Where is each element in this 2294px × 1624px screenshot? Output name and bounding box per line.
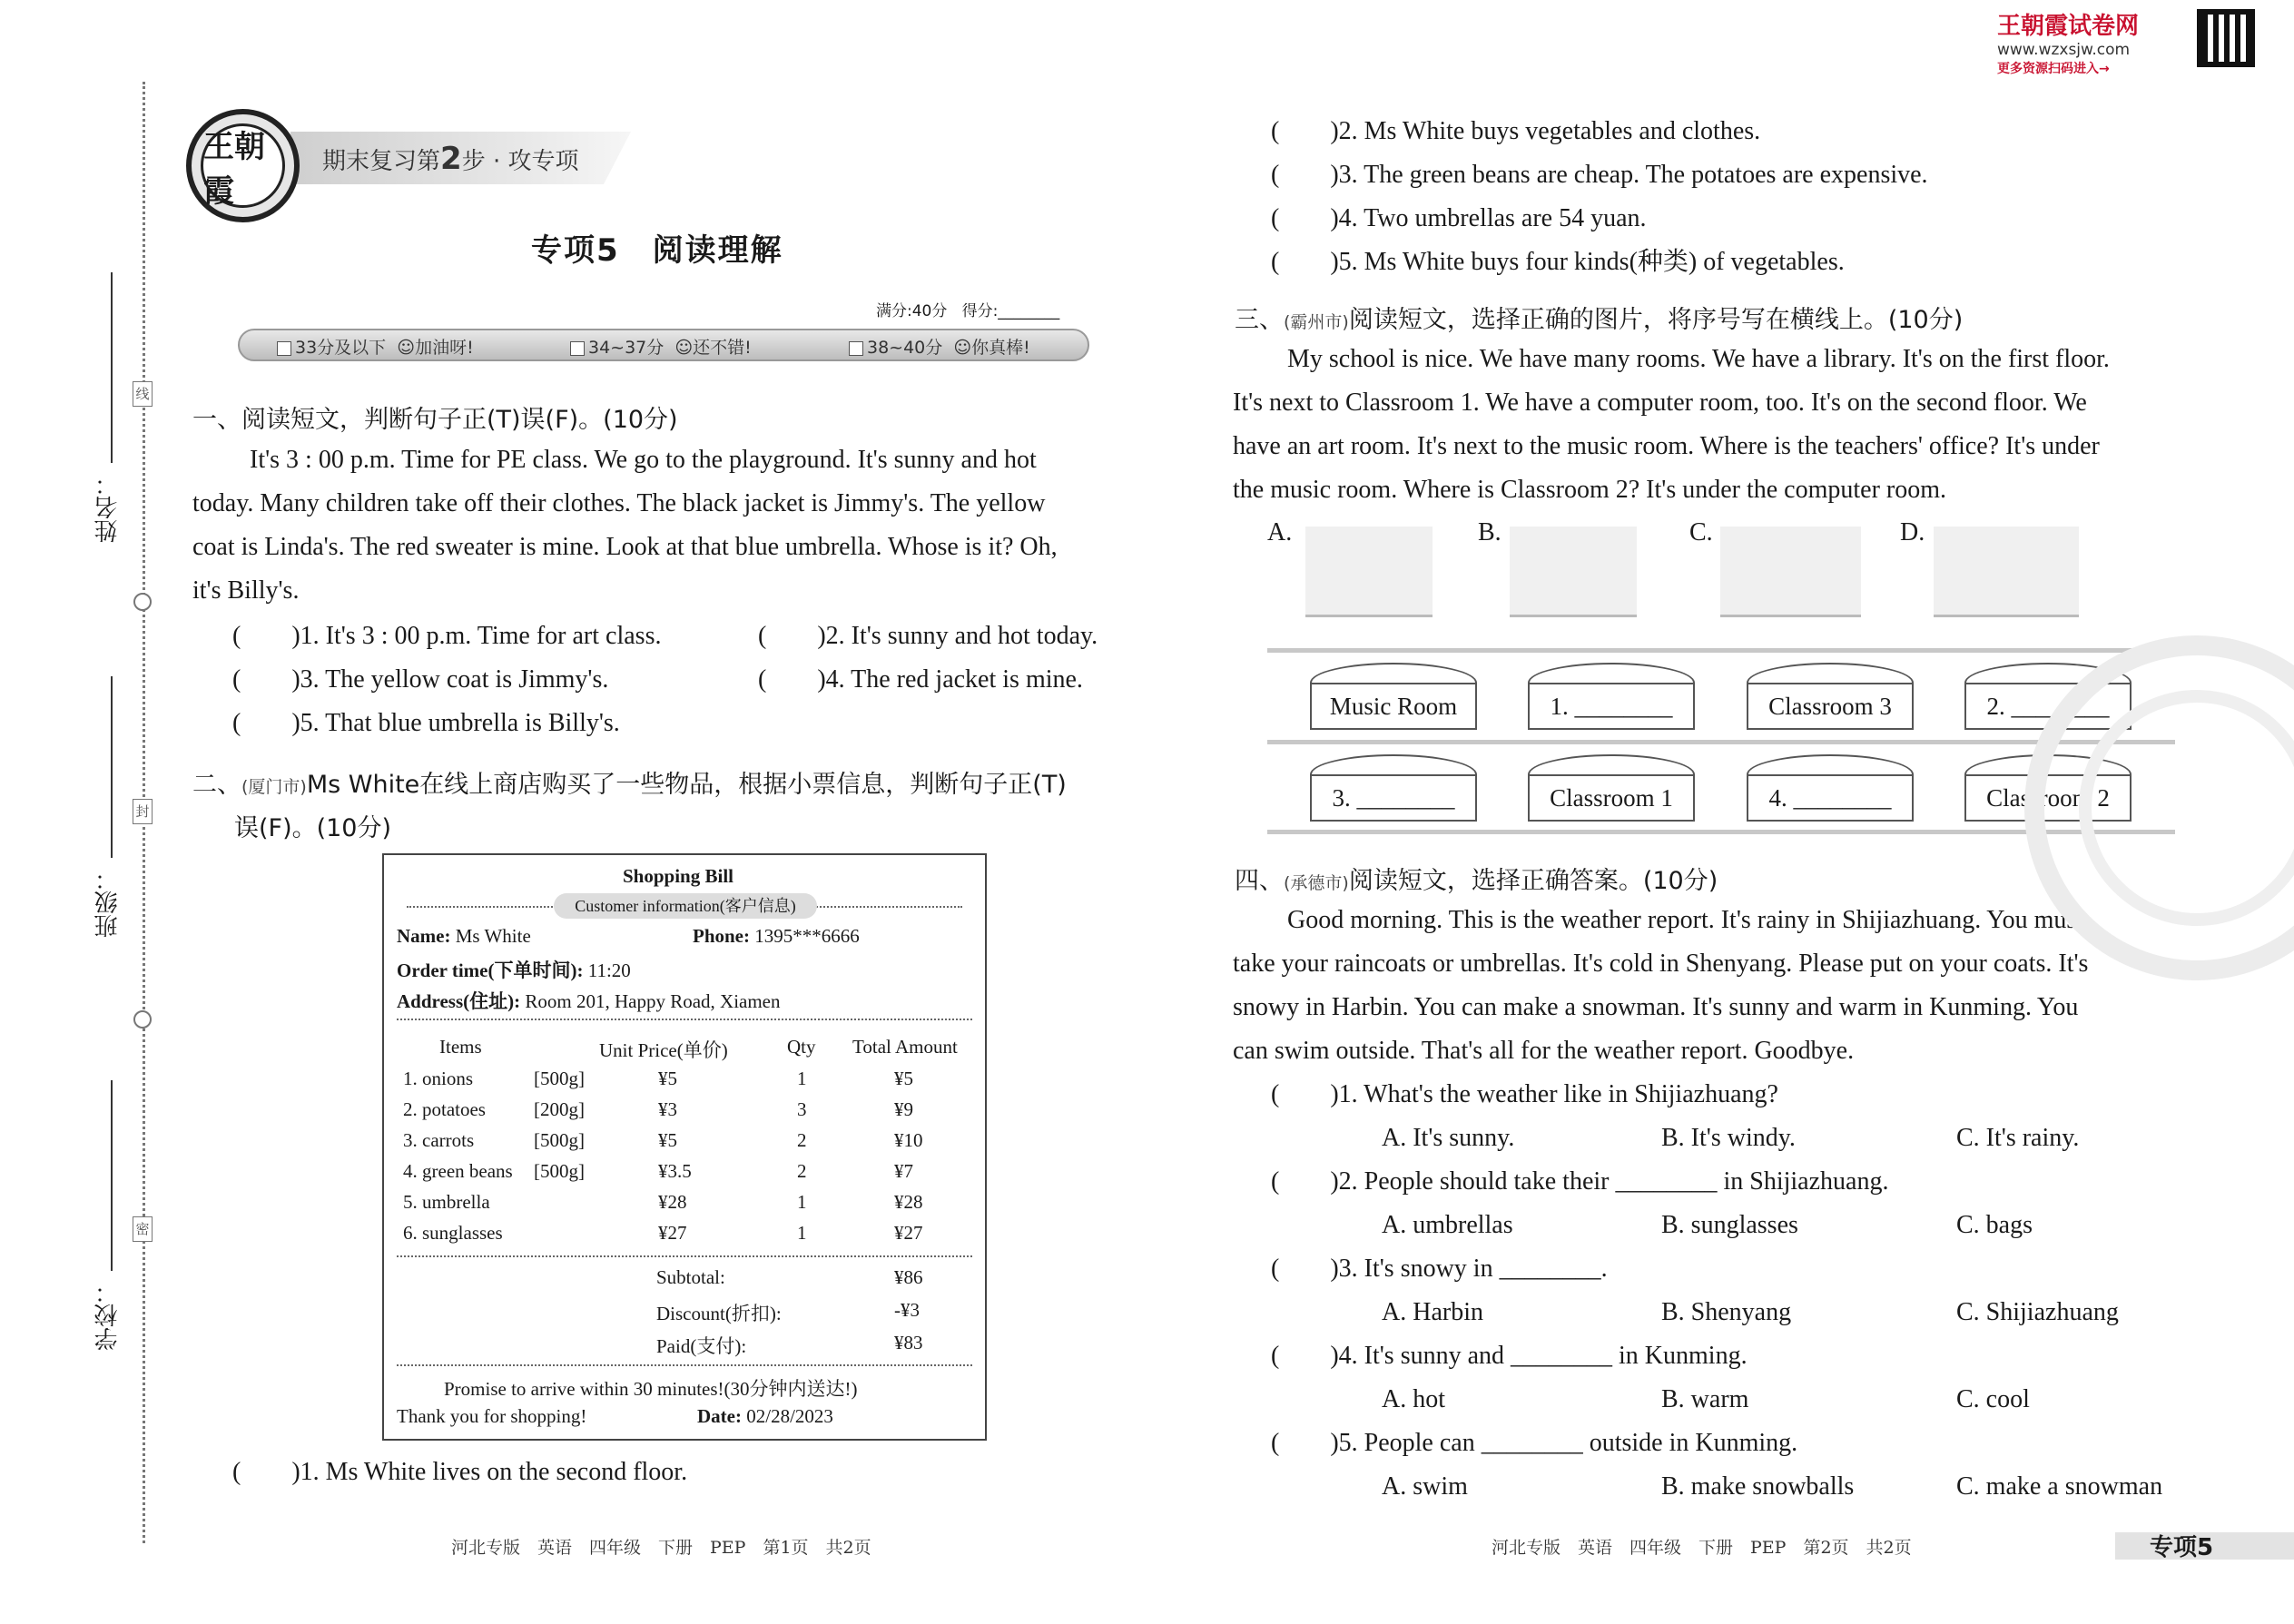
divider xyxy=(397,1019,972,1020)
school-field-line[interactable] xyxy=(111,1080,113,1271)
answer-option-c[interactable]: C. It's rainy. xyxy=(1956,1124,2080,1152)
bill-address: Address(住址): Room 201, Happy Road, Xiamen xyxy=(397,990,781,1012)
bill-cell-price: ¥3.5 xyxy=(658,1160,692,1182)
s2-question-5[interactable]: ( )5. Ms White buys four kinds(种类) of vegetables. xyxy=(1271,248,1845,276)
answer-option-c[interactable]: C. cool xyxy=(1956,1385,2030,1413)
floor-line xyxy=(1267,648,2175,653)
bill-discount-label: Discount(折扣): xyxy=(656,1303,782,1324)
section4-passage-line: take your raincoats or umbrellas. It's cold in Shenyang. Please put on your coats. It's xyxy=(1233,950,2089,978)
s2-question-2[interactable]: ( )2. Ms White buys vegetables and clothes. xyxy=(1271,117,1761,145)
bill-cell-item: 4. green beans xyxy=(403,1160,513,1182)
bill-col-total: Total Amount xyxy=(852,1036,958,1058)
bill-cell-total: ¥5 xyxy=(894,1068,913,1089)
site-url[interactable]: www.wzxsjw.com xyxy=(1997,41,2131,59)
bill-cell-item: 6. sunglasses xyxy=(403,1222,503,1244)
answer-option-a[interactable]: A. It's sunny. xyxy=(1382,1124,1515,1152)
score-level-1[interactable]: 33分及以下 ☺加油呀! xyxy=(277,334,474,359)
answer-option-b[interactable]: B. make snowballs xyxy=(1661,1472,1855,1501)
bill-cell-item: 1. onions xyxy=(403,1068,474,1089)
site-name: 王朝霞试卷网 xyxy=(1997,13,2140,40)
bill-cell-price: ¥27 xyxy=(658,1222,687,1244)
s2-question-4[interactable]: ( )4. Two umbrellas are 54 yuan. xyxy=(1271,204,1647,232)
site-hint: 更多资源扫码进入→ xyxy=(1997,62,2110,76)
answer-option-c[interactable]: C. Shijiazhuang xyxy=(1956,1298,2119,1326)
option-c-label: C. xyxy=(1689,518,1713,546)
answer-option-a[interactable]: A. Harbin xyxy=(1382,1298,1483,1326)
bill-thanks: Thank you for shopping! xyxy=(397,1405,587,1427)
section4-heading: 四、(承德市)阅读短文，选择正确答案。(10分) xyxy=(1235,867,1718,895)
bill-date: Date: 02/28/2023 xyxy=(697,1405,833,1427)
score-level-3[interactable]: 38~40分 ☺你真棒! xyxy=(849,334,1030,359)
room-roof xyxy=(1528,663,1695,683)
checkbox[interactable] xyxy=(849,341,863,356)
section1-passage-line: today. Many children take off their clothes. The black jacket is Jimmy's. The yellow xyxy=(192,489,1046,517)
section3-passage-line: My school is nice. We have many rooms. We have a library. It's on the first floor. xyxy=(1287,345,2110,373)
binding-mark-secret: 密 xyxy=(133,1216,153,1242)
s1-question-1[interactable]: ( )1. It's 3 : 00 p.m. Time for art class. xyxy=(232,622,662,650)
section1-passage-line: coat is Linda's. The red sweater is mine. Look at that blue umbrella. Whose is it? Oh, xyxy=(192,533,1058,561)
section3-passage-line: the music room. Where is Classroom 2? It's under the computer room. xyxy=(1233,476,1947,504)
bill-order-time: Order time(下单时间): 11:20 xyxy=(397,960,631,981)
step-banner-text: 期末复习第2步 · 攻专项 xyxy=(322,141,579,177)
room-box: Classroom 1 xyxy=(1528,774,1695,822)
s1-question-2[interactable]: ( )2. It's sunny and hot today. xyxy=(758,622,1098,650)
bill-cell-total: ¥10 xyxy=(894,1129,923,1151)
section3-passage-line: It's next to Classroom 1. We have a computer room, too. It's on the second floor. We xyxy=(1233,389,2087,417)
s1-question-5[interactable]: ( )5. That blue umbrella is Billy's. xyxy=(232,709,620,737)
answer-option-c[interactable]: C. make a snowman xyxy=(1956,1472,2163,1501)
bill-cell-price: ¥28 xyxy=(658,1191,687,1213)
room-box[interactable]: 3. ________ xyxy=(1310,774,1477,822)
section1-heading: 一、阅读短文，判断句子正(T)误(F)。(10分) xyxy=(192,406,678,434)
bill-cell-qty: 2 xyxy=(797,1160,807,1182)
bill-title: Shopping Bill xyxy=(623,865,733,887)
answer-option-b[interactable]: B. It's windy. xyxy=(1661,1124,1796,1152)
bill-cell-total: ¥7 xyxy=(894,1160,913,1182)
score-level-2[interactable]: 34~37分 ☺还不错! xyxy=(570,334,752,359)
section1-passage-line: it's Billy's. xyxy=(192,576,300,605)
s1-question-3[interactable]: ( )3. The yellow coat is Jimmy's. xyxy=(232,665,609,694)
bill-subtotal: ¥86 xyxy=(894,1266,923,1288)
s4-question-5[interactable]: ( )5. People can ________ outside in Kunming. xyxy=(1271,1429,1798,1457)
answer-option-a[interactable]: A. swim xyxy=(1382,1472,1468,1501)
footer-right: 河北专版 英语 四年级 下册 PEP 第2页 共2页 xyxy=(1492,1538,1912,1558)
answer-option-c[interactable]: C. bags xyxy=(1956,1211,2033,1239)
answer-option-b[interactable]: B. Shenyang xyxy=(1661,1298,1792,1326)
binding-mark-seal: 封 xyxy=(133,799,153,824)
s4-question-2[interactable]: ( )2. People should take their ________ in Shijiazhuang. xyxy=(1271,1167,1889,1196)
s4-question-4[interactable]: ( )4. It's sunny and ________ in Kunming. xyxy=(1271,1342,1748,1370)
checkbox[interactable] xyxy=(277,341,291,356)
section3-passage-line: have an art room. It's next to the music room. Where is the teachers' office? It's under xyxy=(1233,432,2100,460)
site-branding[interactable] xyxy=(1997,7,2139,77)
binding-hole xyxy=(133,1010,152,1029)
bill-cell-weight: [500g] xyxy=(534,1160,585,1182)
room-picture-a[interactable] xyxy=(1305,527,1433,617)
room-roof xyxy=(1528,754,1695,774)
school-label: 学校： xyxy=(94,1280,122,1351)
bill-cell-price: ¥5 xyxy=(658,1068,677,1089)
answer-option-b[interactable]: B. warm xyxy=(1661,1385,1749,1413)
bill-cell-weight: [500g] xyxy=(534,1129,585,1151)
bill-phone: Phone: 1395***6666 xyxy=(693,925,860,947)
page-tab-label: 专项5 xyxy=(2150,1534,2214,1561)
divider xyxy=(397,1364,972,1366)
option-d-label: D. xyxy=(1900,518,1925,546)
customer-info-pill: Customer information(客户信息) xyxy=(554,893,817,919)
page-title: 专项5 阅读理解 xyxy=(531,232,783,269)
room-roof xyxy=(1747,754,1914,774)
bill-name: Name: Ms White xyxy=(397,925,531,947)
bill-cell-weight: [500g] xyxy=(534,1068,585,1089)
room-roof xyxy=(1310,663,1477,683)
bill-col-items: Items xyxy=(439,1036,482,1058)
bill-cell-qty: 1 xyxy=(797,1222,807,1244)
checkbox[interactable] xyxy=(570,341,585,356)
section4-passage-line: Good morning. This is the weather report. It's rainy in Shijiazhuang. You must xyxy=(1287,906,2084,934)
s2-question-3[interactable]: ( )3. The green beans are cheap. The potatoes are expensive. xyxy=(1271,161,1928,189)
name-label: 姓名： xyxy=(94,472,122,543)
room-box: Classroom 2 xyxy=(1964,774,2132,822)
answer-option-b[interactable]: B. sunglasses xyxy=(1661,1211,1798,1239)
bill-cell-item: 5. umbrella xyxy=(403,1191,490,1213)
room-picture-d[interactable] xyxy=(1934,527,2079,617)
bill-cell-price: ¥5 xyxy=(658,1129,677,1151)
room-box[interactable]: 4. ________ xyxy=(1747,774,1914,822)
s4-question-1[interactable]: ( )1. What's the weather like in Shijiazhuang? xyxy=(1271,1080,1778,1108)
bill-col-price: Unit Price(单价) xyxy=(599,1039,728,1061)
section4-passage-line: can swim outside. That's all for the weather report. Goodbye. xyxy=(1233,1037,1855,1065)
bill-cell-qty: 1 xyxy=(797,1191,807,1213)
room-roof xyxy=(1310,754,1477,774)
bill-cell-total: ¥27 xyxy=(894,1222,923,1244)
section2-heading-line2: 误(F)。(10分) xyxy=(234,814,392,842)
answer-option-a[interactable]: A. umbrellas xyxy=(1382,1211,1513,1239)
bill-cell-qty: 2 xyxy=(797,1129,807,1151)
bill-paid-label: Paid(支付): xyxy=(656,1335,747,1357)
binding-hole xyxy=(133,593,152,611)
room-box: Classroom 3 xyxy=(1747,683,1914,730)
section2-heading: 二、(厦门市)Ms White在线上商店购买了一些物品，根据小票信息，判断句子正(T) xyxy=(192,771,1067,799)
bill-cell-qty: 3 xyxy=(797,1098,807,1120)
room-box: Music Room xyxy=(1310,683,1477,730)
bill-cell-total: ¥9 xyxy=(894,1098,913,1120)
s1-question-4[interactable]: ( )4. The red jacket is mine. xyxy=(758,665,1083,694)
divider xyxy=(397,1255,972,1257)
section4-passage-line: snowy in Harbin. You can make a snowman. It's sunny and warm in Kunming. You xyxy=(1233,993,2079,1021)
footer-left: 河北专版 英语 四年级 下册 PEP 第1页 共2页 xyxy=(451,1538,871,1558)
binding-mark-line: 线 xyxy=(133,381,153,407)
name-field-line[interactable] xyxy=(111,272,113,463)
room-picture-c[interactable] xyxy=(1720,527,1861,617)
bill-cell-qty: 1 xyxy=(797,1068,807,1089)
qr-code-icon[interactable] xyxy=(2197,9,2255,67)
bill-cell-total: ¥28 xyxy=(894,1191,923,1213)
brand-logo xyxy=(186,109,300,222)
bill-cell-price: ¥3 xyxy=(658,1098,677,1120)
bill-discount: -¥3 xyxy=(894,1299,920,1321)
room-box[interactable]: 1. ________ xyxy=(1528,683,1695,730)
bill-cell-item: 2. potatoes xyxy=(403,1098,486,1120)
answer-option-a[interactable]: A. hot xyxy=(1382,1385,1445,1413)
bill-promise: Promise to arrive within 30 minutes!(30分钟内送达!) xyxy=(444,1378,858,1400)
class-label: 班级： xyxy=(94,867,122,938)
bill-paid: ¥83 xyxy=(894,1332,923,1353)
bill-subtotal-label: Subtotal: xyxy=(656,1266,725,1288)
s2-question-1[interactable]: ( )1. Ms White lives on the second floor. xyxy=(232,1458,688,1486)
section3-heading: 三、(霸州市)阅读短文，选择正确的图片，将序号写在横线上。(10分) xyxy=(1235,306,1964,334)
score-line: 满分:40分 得分:________ xyxy=(876,302,1060,320)
s4-question-3[interactable]: ( )3. It's snowy in ________. xyxy=(1271,1255,1608,1283)
bill-cell-item: 3. carrots xyxy=(403,1129,475,1151)
bill-cell-weight: [200g] xyxy=(534,1098,585,1120)
class-field-line[interactable] xyxy=(111,676,113,858)
option-b-label: B. xyxy=(1478,518,1501,546)
bill-col-qty: Qty xyxy=(787,1036,816,1058)
section1-passage-line: It's 3 : 00 p.m. Time for PE class. We go to the playground. It's sunny and hot xyxy=(250,446,1037,474)
brand-logo-text: 王朝霞 xyxy=(201,123,285,208)
room-box[interactable]: 2. ________ xyxy=(1964,683,2132,730)
option-a-label: A. xyxy=(1267,518,1293,546)
room-picture-b[interactable] xyxy=(1510,527,1637,617)
room-roof xyxy=(1747,663,1914,683)
